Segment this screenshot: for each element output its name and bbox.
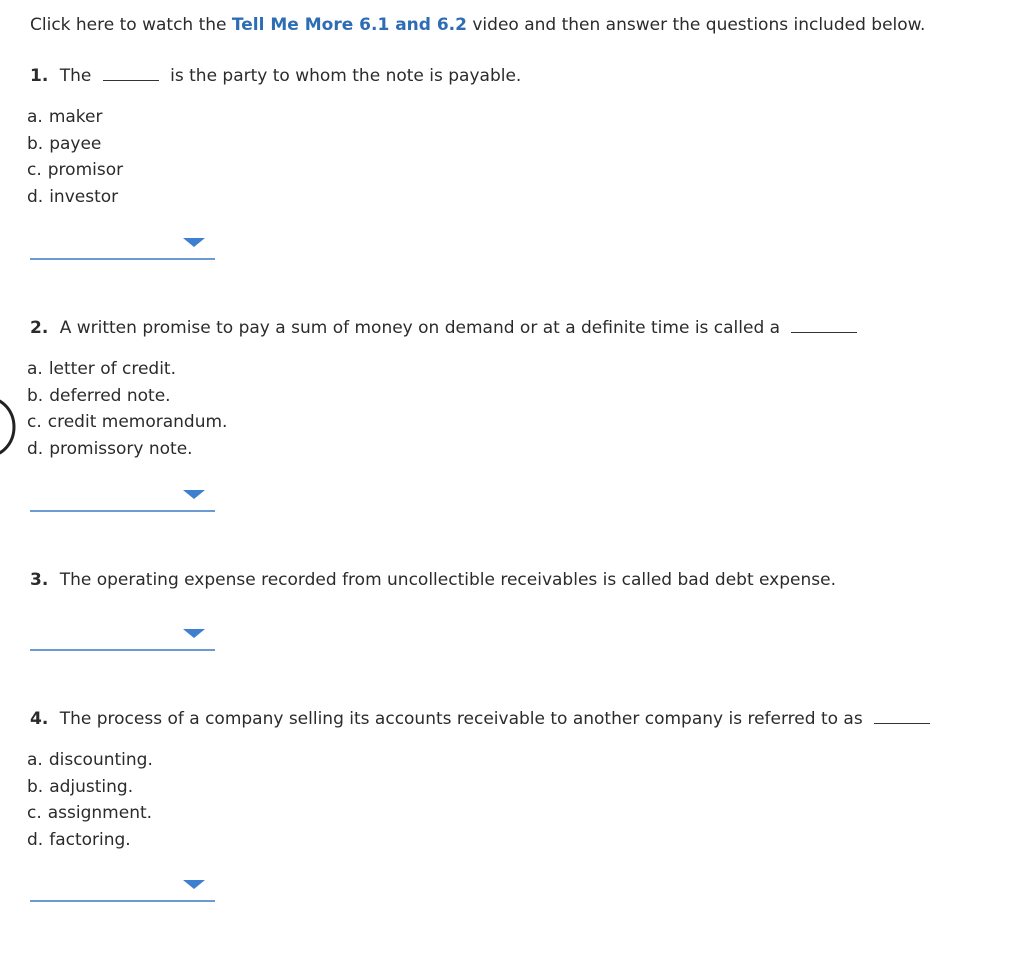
option-b: b. adjusting. <box>27 776 134 797</box>
answer-dropdown-2[interactable] <box>30 486 215 512</box>
caret-down-icon <box>183 629 205 638</box>
answer-dropdown-3[interactable] <box>30 625 215 651</box>
option-d: d. promissory note. <box>27 438 193 459</box>
option-c: c. credit memorandum. <box>27 412 228 432</box>
video-link[interactable]: Tell Me More 6.1 and 6.2 <box>231 15 467 35</box>
question-1 <box>30 66 521 86</box>
intro-prefix: Click here to watch the <box>30 15 227 35</box>
answer-blank <box>791 318 857 333</box>
question-text-before: The process of a company selling its accounts receivable to another company is referred to as <box>59 709 863 729</box>
question-4 <box>30 709 936 729</box>
options-list-2 <box>27 356 227 462</box>
answer-dropdown-1[interactable] <box>30 234 215 260</box>
answer-blank <box>874 709 930 724</box>
option-b: b. deferred note. <box>27 385 171 406</box>
option-a: a. maker <box>27 107 103 127</box>
question-text-before: The <box>59 66 92 86</box>
page-edge-arc <box>0 396 20 458</box>
option-b: b. payee <box>27 133 102 154</box>
caret-down-icon <box>183 238 205 247</box>
option-d: d. investor <box>27 186 119 207</box>
option-a: a. discounting. <box>27 750 153 770</box>
question-text-before: A written promise to pay a sum of money on demand or at a definite time is called a <box>59 318 781 338</box>
question-text-before: The operating expense recorded from uncollectible receivables is called bad debt expense. <box>59 570 836 590</box>
caret-down-icon <box>183 490 205 499</box>
intro-suffix: video and then answer the questions included below. <box>472 15 926 35</box>
question-2 <box>30 318 863 338</box>
question-number: 4. <box>30 709 49 729</box>
question-number: 3. <box>30 570 49 590</box>
options-list-4 <box>27 747 153 853</box>
question-number: 1. <box>30 66 49 86</box>
option-c: c. promisor <box>27 160 124 180</box>
option-c: c. assignment. <box>27 803 153 823</box>
option-d: d. factoring. <box>27 829 131 850</box>
question-text-after: is the party to whom the note is payable. <box>170 66 522 86</box>
caret-down-icon <box>183 880 205 889</box>
answer-dropdown-4[interactable] <box>30 876 215 902</box>
option-a: a. letter of credit. <box>27 359 176 379</box>
options-list-1 <box>27 104 123 210</box>
answer-blank <box>103 66 159 81</box>
question-3 <box>30 570 836 590</box>
intro-line <box>30 15 925 35</box>
question-number: 2. <box>30 318 49 338</box>
